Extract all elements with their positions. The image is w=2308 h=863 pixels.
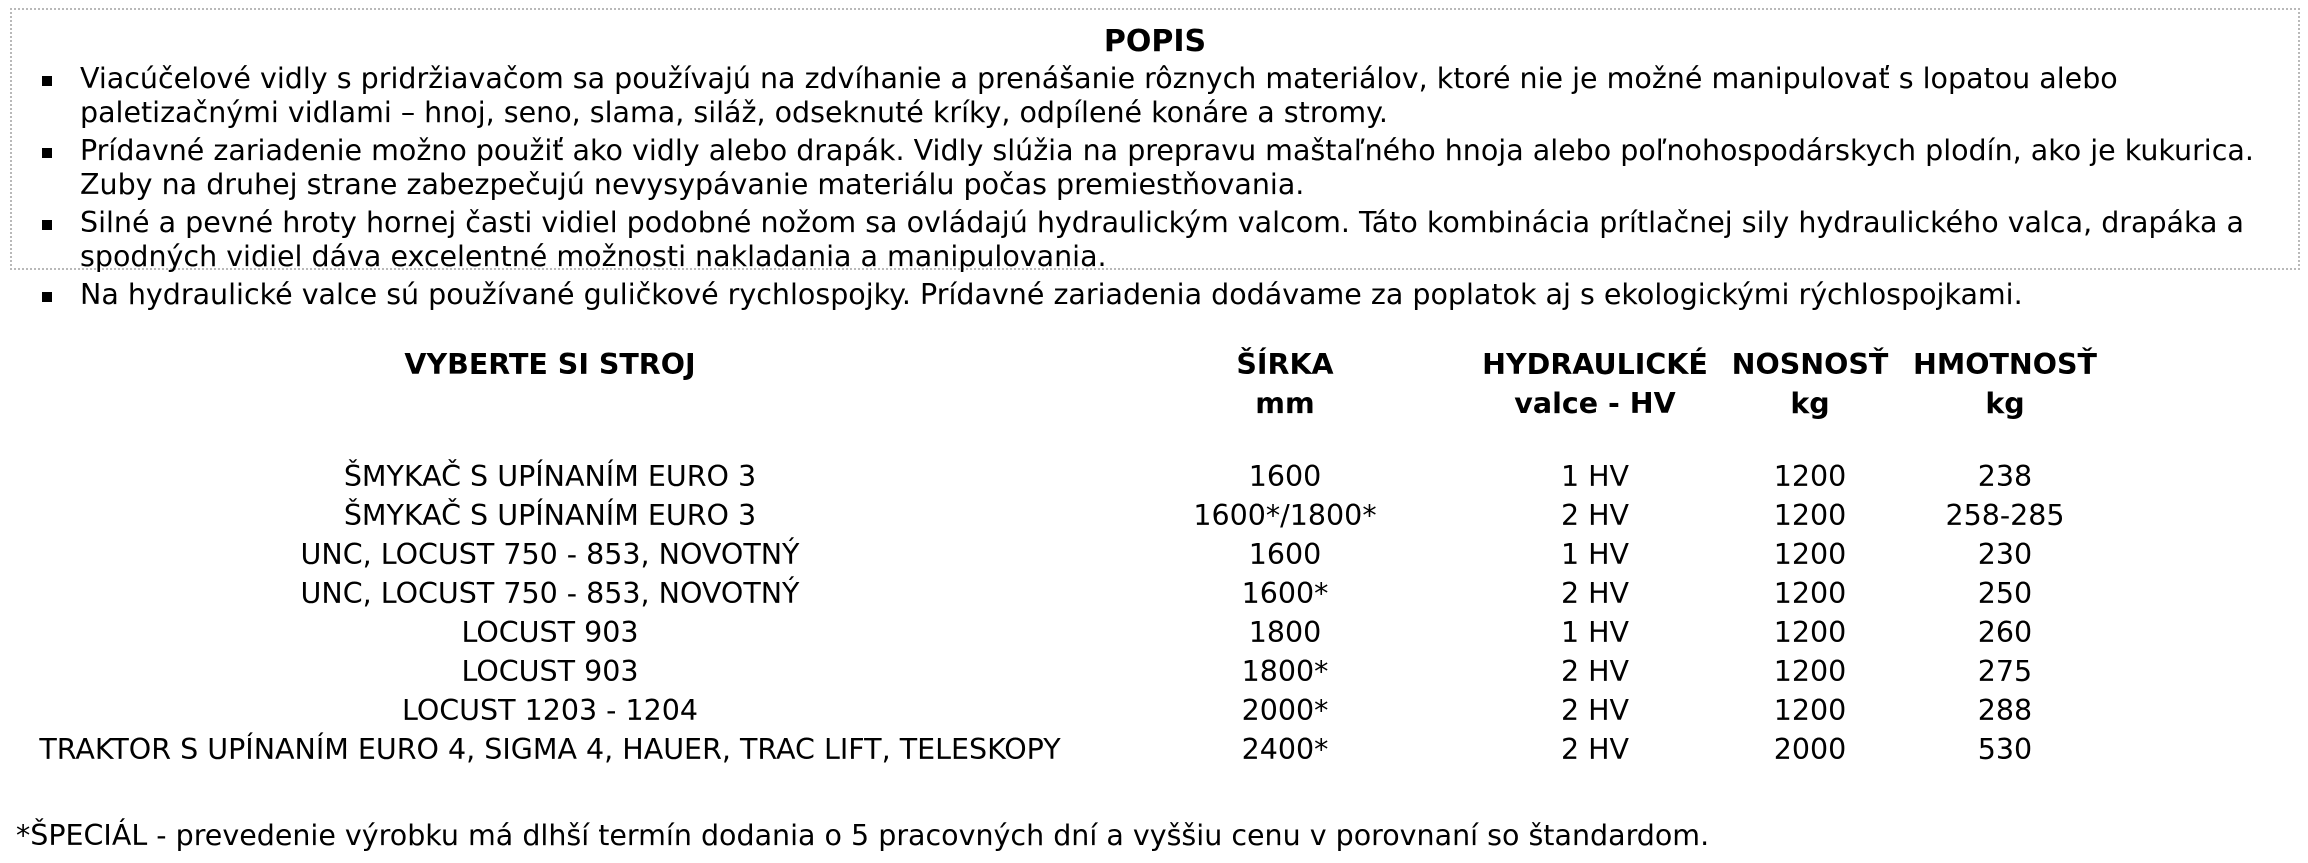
cell-machine: UNC, LOCUST 750 - 853, NOVOTNÝ [300, 577, 800, 610]
cell-mass: 250 [1977, 577, 2033, 610]
footnote: *ŠPECIÁL - prevedenie výrobku má dlhší termín dodania o 5 pracovných dní a vyššiu cenu v porovnaní so štandardom. [16, 819, 1710, 852]
cell-machine: TRAKTOR S UPÍNANÍM EURO 4, SIGMA 4, HAUER, TRAC LIFT, TELESKOPY [39, 733, 1061, 766]
cell-hydraulic: 2 HV [1560, 577, 1630, 610]
cell-hydraulic: 2 HV [1560, 733, 1630, 766]
header-mass: HMOTNOSŤ kg [1913, 348, 2097, 420]
cell-width: 1800* [1241, 655, 1329, 688]
cell-mass: 530 [1977, 733, 2033, 766]
cell-hydraulic: 2 HV [1560, 655, 1630, 688]
cell-load: 1200 [1773, 616, 1847, 649]
cell-machine: LOCUST 1203 - 1204 [401, 694, 699, 727]
table-row [0, 457, 2110, 496]
cell-machine: UNC, LOCUST 750 - 853, NOVOTNÝ [300, 538, 800, 571]
table-row [0, 730, 2110, 769]
bullet-item: Viacúčelové vidly s pridržiavačom sa používajú na zdvíhanie a prenášanie rôznych materiálov, ktoré nie je možné manipulovať s lopatou alebo paletizačnými vidlami – hnoj, seno, slama, siláž, odseknuté kríky, odpílené konáre a stromy. [12, 62, 2298, 130]
cell-width: 1800 [1248, 616, 1322, 649]
cell-machine: ŠMYKAČ S UPÍNANÍM EURO 3 [343, 499, 757, 532]
table-row [0, 496, 2110, 535]
cell-width: 1600* [1241, 577, 1329, 610]
description-box [10, 8, 2300, 311]
cell-hydraulic: 2 HV [1560, 499, 1630, 532]
bullet-item: Na hydraulické valce sú používané guličkové rychlospojky. Prídavné zariadenia dodávame za poplatok aj s ekologickými rýchlospojkami. [12, 278, 2298, 312]
bullet-item: Silné a pevné hroty hornej časti vidiel podobné nožom sa ovládajú hydraulickým valcom. Táto kombinácia prítlačnej sily hydraulického valca, drapáka a spodných vidiel dáva excelentné možnosti nakladania a manipulovania. [12, 206, 2298, 274]
header-hydraulic: HYDRAULICKÉ valce - HV [1482, 348, 1708, 420]
table-row [0, 574, 2110, 613]
description-bullets [12, 62, 2298, 312]
cell-width: 1600*/1800* [1193, 499, 1377, 532]
cell-mass: 288 [1977, 694, 2033, 727]
description-title: POPIS [1103, 24, 1207, 59]
cell-hydraulic: 1 HV [1560, 538, 1630, 571]
cell-mass: 260 [1977, 616, 2033, 649]
bullet-item: Prídavné zariadenie možno použiť ako vidly alebo drapák. Vidly slúžia na prepravu maštaľného hnoja alebo poľnohospodárskych plodín, ako je kukurica. Zuby na druhej strane zabezpečujú nevysypávanie materiálu počas premiestňovania. [12, 134, 2298, 202]
cell-width: 1600 [1248, 538, 1322, 571]
cell-load: 1200 [1773, 577, 1847, 610]
cell-load: 1200 [1773, 538, 1847, 571]
cell-mass: 238 [1977, 460, 2033, 493]
cell-width: 1600 [1248, 460, 1322, 493]
table-row [0, 652, 2110, 691]
cell-load: 1200 [1773, 694, 1847, 727]
cell-machine: LOCUST 903 [461, 616, 639, 649]
machine-table [0, 345, 2110, 769]
cell-width: 2400* [1241, 733, 1329, 766]
cell-mass: 275 [1977, 655, 2033, 688]
cell-load: 1200 [1773, 655, 1847, 688]
cell-load: 2000 [1773, 733, 1847, 766]
cell-mass: 258-285 [1945, 499, 2065, 532]
table-row [0, 535, 2110, 574]
cell-width: 2000* [1241, 694, 1329, 727]
cell-machine: ŠMYKAČ S UPÍNANÍM EURO 3 [343, 460, 757, 493]
header-width: ŠÍRKA mm [1236, 348, 1334, 420]
table-row [0, 691, 2110, 730]
cell-hydraulic: 1 HV [1560, 616, 1630, 649]
table-row [0, 613, 2110, 652]
cell-machine: LOCUST 903 [461, 655, 639, 688]
cell-load: 1200 [1773, 460, 1847, 493]
cell-load: 1200 [1773, 499, 1847, 532]
cell-hydraulic: 1 HV [1560, 460, 1630, 493]
header-machine: VYBERTE SI STROJ [404, 348, 696, 381]
cell-hydraulic: 2 HV [1560, 694, 1630, 727]
table-header-row [0, 345, 2110, 457]
header-load: NOSNOSŤ kg [1731, 348, 1889, 420]
cell-mass: 230 [1977, 538, 2033, 571]
